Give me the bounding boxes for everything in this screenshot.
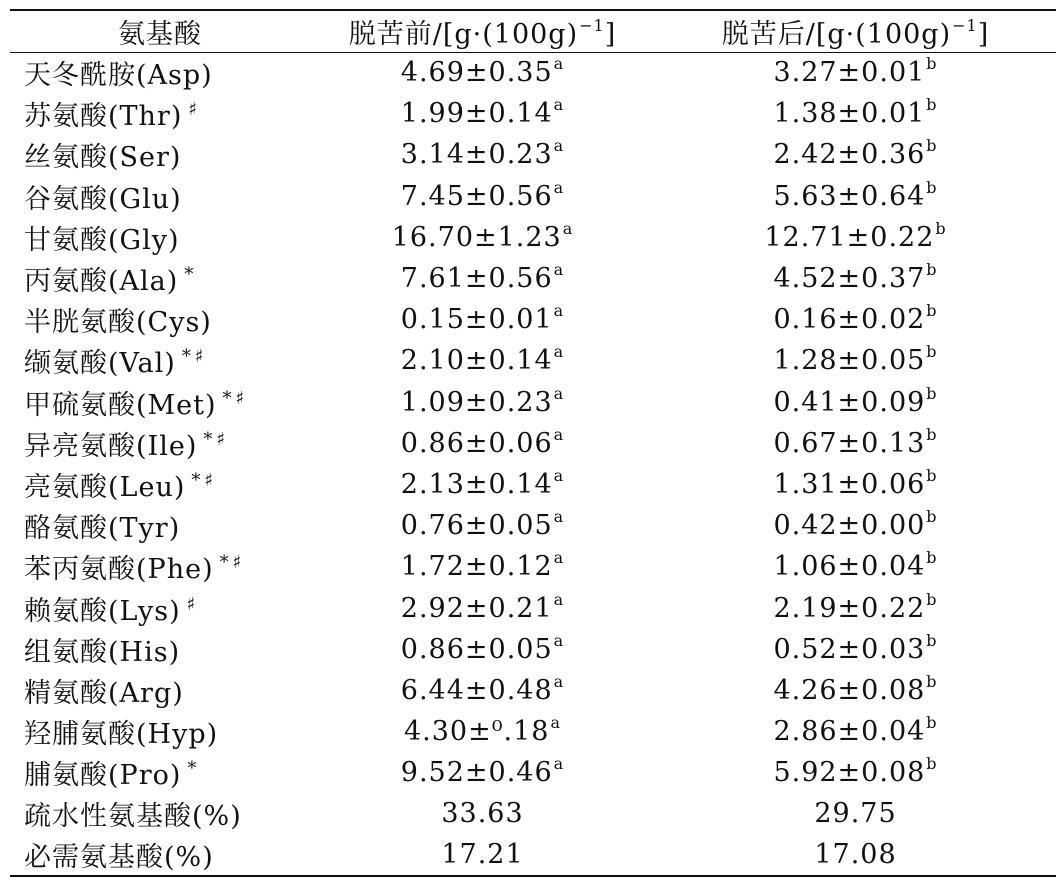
after-value-cell: [655, 258, 1056, 299]
after-value: 17.08: [814, 839, 897, 871]
after-value-significance-letter: b: [926, 95, 938, 115]
amino-acid-name: 苯丙氨酸(Phe): [24, 554, 214, 586]
before-value: 0.86±0.05: [400, 633, 553, 665]
before-value-cell: [310, 835, 655, 876]
table-row: [10, 670, 1056, 711]
before-value-significance-letter: a: [550, 713, 562, 733]
amino-acid-class-mark: *♯: [222, 387, 249, 409]
before-value: 2.10±0.14: [400, 345, 553, 377]
amino-acid-name-cell: [10, 793, 310, 834]
after-value-significance-letter: b: [926, 465, 938, 485]
after-value: 12.71±0.22: [764, 221, 935, 253]
after-value-cell: [655, 176, 1056, 217]
amino-acid-name-cell: [10, 587, 310, 628]
before-value: 2.92±0.21: [400, 592, 553, 624]
amino-acid-name: 组氨酸(His): [24, 636, 181, 668]
table-row: [10, 752, 1056, 793]
before-value-significance-letter: a: [553, 383, 565, 403]
amino-acid-name-cell: [10, 464, 310, 505]
amino-acid-name-cell: [10, 505, 310, 546]
before-value-cell: [310, 340, 655, 381]
amino-acid-name-cell: [10, 134, 310, 175]
after-value: 1.28±0.05: [773, 345, 926, 377]
after-value-significance-letter: b: [926, 54, 938, 74]
after-value: 29.75: [814, 798, 897, 830]
before-value-cell: [310, 382, 655, 423]
header-amino-acid: [10, 10, 310, 52]
amino-acid-name-cell: [10, 93, 310, 134]
amino-acid-class-mark: *: [184, 264, 198, 286]
before-value: 16.70±1.23: [391, 221, 562, 253]
amino-acid-name: 羟脯氨酸(Hyp): [24, 719, 219, 751]
header-after-exponent: −1: [952, 15, 978, 35]
after-value-cell: [655, 299, 1056, 340]
before-value-cell: [310, 752, 655, 793]
before-value-significance-letter: a: [553, 54, 565, 74]
after-value-significance-letter: b: [926, 507, 938, 527]
after-value: 2.42±0.36: [773, 139, 926, 171]
before-value-significance-letter: a: [553, 630, 565, 650]
before-value: 0.86±0.06: [400, 427, 553, 459]
after-value: 0.41±0.09: [773, 386, 926, 418]
header-amino-acid-label: 氨基酸: [118, 18, 202, 50]
before-value: 4.69±0.35: [400, 57, 553, 89]
amino-acid-name: 亮氨酸(Leu): [24, 471, 186, 503]
before-value: 1.72±0.12: [400, 551, 553, 583]
amino-acid-name: 赖氨酸(Lys): [24, 595, 181, 627]
before-value-cell: [310, 464, 655, 505]
before-value: 9.52±0.46: [400, 757, 553, 789]
after-value: 1.38±0.01: [773, 98, 926, 130]
before-value-significance-letter: a: [553, 548, 565, 568]
before-value-significance-letter: a: [553, 136, 565, 156]
table-row: [10, 52, 1056, 93]
before-value: 1.09±0.23: [400, 386, 553, 418]
before-value-significance-letter: a: [553, 424, 565, 444]
header-before-exponent: −1: [579, 15, 605, 35]
after-value-significance-letter: b: [926, 589, 938, 609]
after-value: 5.63±0.64: [773, 180, 926, 212]
before-value: 33.63: [441, 798, 524, 830]
amino-acid-name: 半胱氨酸(Cys): [24, 307, 212, 339]
after-value-cell: [655, 711, 1056, 752]
before-value-cell: [310, 423, 655, 464]
table-row: [10, 711, 1056, 752]
amino-acid-name: 缬氨酸(Val): [24, 348, 176, 380]
after-value-significance-letter: b: [926, 177, 938, 197]
after-value-cell: [655, 587, 1056, 628]
after-value-cell: [655, 217, 1056, 258]
after-value-significance-letter: b: [926, 754, 938, 774]
before-value-cell: [310, 217, 655, 258]
before-value: 3.14±0.23: [400, 139, 553, 171]
before-value-cell: [310, 134, 655, 175]
amino-acid-name: 精氨酸(Arg): [24, 677, 184, 709]
table-row: [10, 299, 1056, 340]
before-value-significance-letter: a: [553, 465, 565, 485]
amino-acid-class-mark: ♯: [188, 99, 202, 121]
amino-acid-name: 天冬酰胺(Asp): [24, 60, 213, 92]
before-value-cell: [310, 505, 655, 546]
before-value-significance-letter: a: [553, 95, 565, 115]
after-value-significance-letter: b: [926, 548, 938, 568]
after-value: 4.26±0.08: [773, 674, 926, 706]
after-value-cell: [655, 93, 1056, 134]
table-row: [10, 340, 1056, 381]
before-value-cell: [310, 670, 655, 711]
table-row: [10, 464, 1056, 505]
table-row: [10, 546, 1056, 587]
amino-acid-name-cell: [10, 340, 310, 381]
header-after-debittering: [655, 10, 1056, 52]
before-value-cell: [310, 711, 655, 752]
after-value-cell: [655, 629, 1056, 670]
table-row: [10, 217, 1056, 258]
after-value: 3.27±0.01: [773, 57, 926, 89]
after-value-cell: [655, 793, 1056, 834]
after-value: 1.06±0.04: [773, 551, 926, 583]
before-value: 7.45±0.56: [400, 180, 553, 212]
before-value: 0.15±0.01: [400, 304, 553, 336]
after-value-significance-letter: b: [926, 713, 938, 733]
amino-acid-name: 谷氨酸(Glu): [24, 183, 182, 215]
before-value-cell: [310, 587, 655, 628]
before-value: 17.21: [441, 839, 524, 871]
amino-acid-name-cell: [10, 52, 310, 93]
table-row: [10, 134, 1056, 175]
after-value-significance-letter: b: [935, 218, 947, 238]
after-value-significance-letter: b: [926, 136, 938, 156]
amino-acid-name: 甘氨酸(Gly): [24, 224, 180, 256]
amino-acid-name: 丝氨酸(Ser): [24, 142, 182, 174]
amino-acid-name-cell: [10, 258, 310, 299]
after-value-cell: [655, 505, 1056, 546]
amino-acid-name-cell: [10, 217, 310, 258]
after-value-cell: [655, 340, 1056, 381]
amino-acid-name-cell: [10, 423, 310, 464]
before-value-cell: [310, 52, 655, 93]
amino-acid-name: 异亮氨酸(Ile): [24, 430, 198, 462]
table-row: [10, 93, 1056, 134]
before-value-cell: [310, 258, 655, 299]
after-value-significance-letter: b: [926, 630, 938, 650]
amino-acid-name: 丙氨酸(Ala): [24, 266, 179, 298]
amino-acid-name-cell: [10, 835, 310, 876]
before-value-cell: [310, 793, 655, 834]
after-value-cell: [655, 423, 1056, 464]
table-row: [10, 176, 1056, 217]
before-value-significance-letter: a: [553, 507, 565, 527]
before-value: 2.13±0.14: [400, 468, 553, 500]
after-value-significance-letter: b: [926, 260, 938, 280]
before-value-significance-letter: a: [553, 754, 565, 774]
after-value-cell: [655, 752, 1056, 793]
after-value-cell: [655, 546, 1056, 587]
table-row: [10, 629, 1056, 670]
amino-acid-name: 脯氨酸(Pro): [24, 760, 182, 792]
after-value-significance-letter: b: [926, 383, 938, 403]
after-value-significance-letter: b: [926, 671, 938, 691]
before-value-cell: [310, 546, 655, 587]
amino-acid-name: 必需氨基酸(%): [24, 842, 214, 874]
before-value: 7.61±0.56: [400, 263, 553, 295]
header-after-bracket: ]: [977, 18, 990, 50]
table-row: [10, 793, 1056, 834]
before-value-significance-letter: a: [562, 218, 574, 238]
after-value: 0.67±0.13: [773, 427, 926, 459]
amino-acid-name-cell: [10, 752, 310, 793]
amino-acid-class-mark: *♯: [181, 346, 208, 368]
table-body: [10, 52, 1056, 876]
table-row: [10, 505, 1056, 546]
before-value-significance-letter: a: [553, 301, 565, 321]
table-row: [10, 382, 1056, 423]
before-value: 1.99±0.14: [400, 98, 553, 130]
before-value-significance-letter: a: [553, 671, 565, 691]
before-value: 4.30±⁰.18: [403, 716, 550, 748]
amino-acid-name-cell: [10, 711, 310, 752]
after-value: 2.86±0.04: [773, 716, 926, 748]
amino-acid-name: 疏水性氨基酸(%): [24, 801, 242, 833]
after-value: 1.31±0.06: [773, 468, 926, 500]
amino-acid-class-mark: *♯: [191, 469, 218, 491]
amino-acid-class-mark: ♯: [186, 593, 200, 615]
before-value-significance-letter: a: [553, 589, 565, 609]
table-header-row: [10, 10, 1056, 52]
before-value: 6.44±0.48: [400, 674, 553, 706]
amino-acid-name: 酪氨酸(Tyr): [24, 513, 181, 545]
amino-acid-class-mark: *♯: [219, 552, 246, 574]
amino-acid-name-cell: [10, 546, 310, 587]
table-row: [10, 835, 1056, 876]
after-value: 0.52±0.03: [773, 633, 926, 665]
amino-acid-name-cell: [10, 176, 310, 217]
after-value-cell: [655, 670, 1056, 711]
amino-acid-class-mark: *♯: [203, 428, 230, 450]
after-value-significance-letter: b: [926, 424, 938, 444]
amino-acid-name-cell: [10, 629, 310, 670]
table-row: [10, 258, 1056, 299]
after-value: 2.19±0.22: [773, 592, 926, 624]
header-before-debittering: [310, 10, 655, 52]
before-value-significance-letter: a: [553, 260, 565, 280]
amino-acid-name: 苏氨酸(Thr): [24, 101, 183, 133]
table-row: [10, 587, 1056, 628]
header-before-bracket: ]: [604, 18, 617, 50]
after-value: 0.16±0.02: [773, 304, 926, 336]
after-value-cell: [655, 464, 1056, 505]
amino-acid-name-cell: [10, 299, 310, 340]
before-value-significance-letter: a: [553, 342, 565, 362]
after-value-cell: [655, 835, 1056, 876]
amino-acid-name-cell: [10, 382, 310, 423]
table-row: [10, 423, 1056, 464]
before-value: 0.76±0.05: [400, 510, 553, 542]
after-value: 4.52±0.37: [773, 263, 926, 295]
amino-acid-table: [10, 9, 1056, 877]
before-value-cell: [310, 629, 655, 670]
header-after-label: 脱苦后/[g·(100g): [721, 18, 952, 50]
after-value: 5.92±0.08: [773, 757, 926, 789]
after-value-cell: [655, 382, 1056, 423]
amino-acid-name-cell: [10, 670, 310, 711]
amino-acid-name: 甲硫氨酸(Met): [24, 389, 217, 421]
after-value: 0.42±0.00: [773, 510, 926, 542]
before-value-significance-letter: a: [553, 177, 565, 197]
after-value-cell: [655, 134, 1056, 175]
before-value-cell: [310, 176, 655, 217]
after-value-significance-letter: b: [926, 342, 938, 362]
before-value-cell: [310, 93, 655, 134]
after-value-significance-letter: b: [926, 301, 938, 321]
amino-acid-class-mark: *: [187, 758, 201, 780]
header-before-label: 脱苦前/[g·(100g): [348, 18, 579, 50]
before-value-cell: [310, 299, 655, 340]
after-value-cell: [655, 52, 1056, 93]
